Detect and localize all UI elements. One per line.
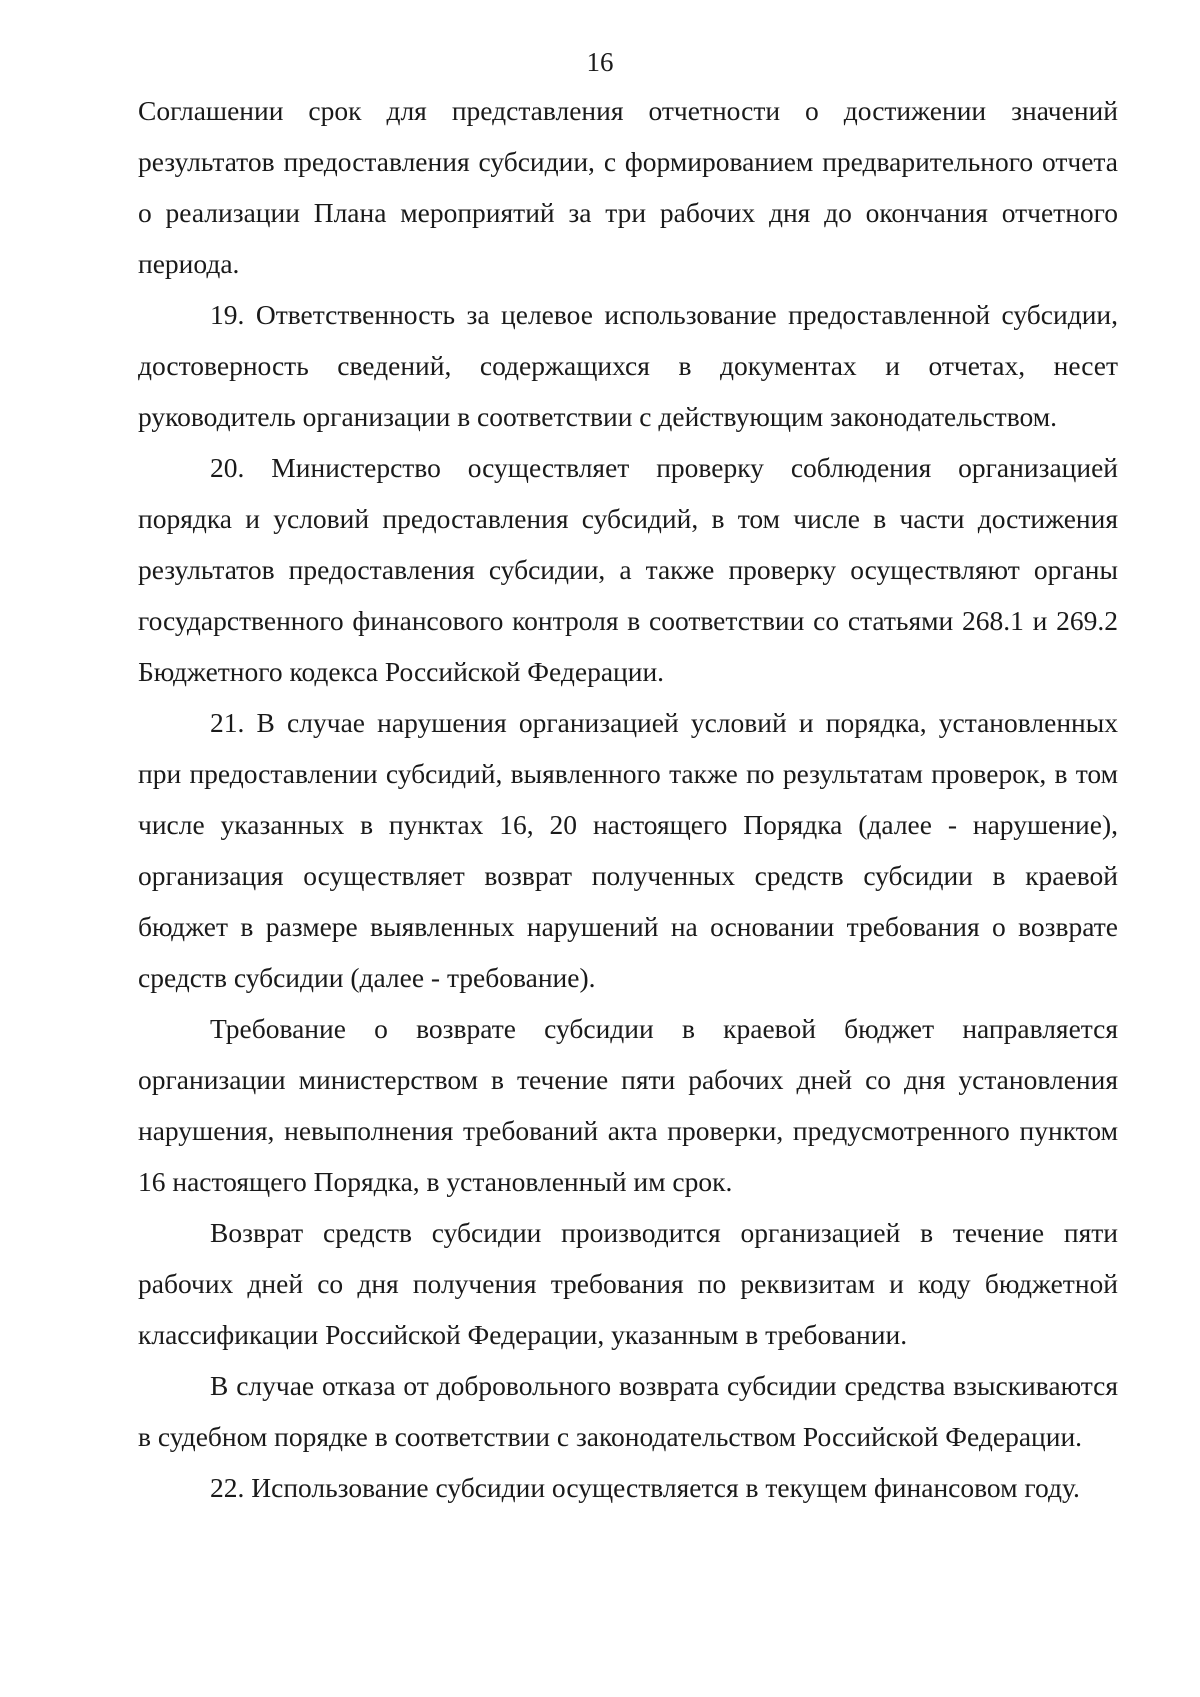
paragraph-21-demand: Требование о возврате субсидии в краевой бюджет направляется организации министерством в течение пяти рабочих дней со дня установления нарушения, невыполнения требований акта проверки, предусмотренного пунктом 16 настоящего Порядка, в установленный им срок. (138, 1013, 1118, 1197)
paragraph-21-refund: Возврат средств субсидии производится организацией в течение пяти рабочих дней со дня получения требования по реквизитам и коду бюджетной классификации Российской Федерации, указанным в требовании. (138, 1217, 1118, 1350)
paragraph-19: 19. Ответственность за целевое использование предоставленной субсидии, достоверность сведений, содержащихся в документах и отчетах, несет руководитель организации в соответствии с действующим законодательством. (138, 299, 1118, 432)
document-body (138, 85, 1118, 1513)
page-number: 16 (586, 47, 614, 77)
paragraph-continuation: Соглашении срок для представления отчетности о достижении значений результатов предоставления субсидии, с формированием предварительного отчета о реализации Плана мероприятий за три рабочих дня до окончания отчетного периода. (138, 95, 1118, 279)
paragraph-22: 22. Использование субсидии осуществляется в текущем финансовом году. (210, 1472, 1080, 1503)
paragraph-21: 21. В случае нарушения организацией условий и порядка, установленных при предоставлении субсидий, выявленного также по результатам проверок, в том числе указанных в пунктах 16, 20 настоящего Порядка (далее - нарушение), организация осуществляет возврат полученных средств субсидии в краевой бюджет в размере выявленных нарушений на основании требования о возврате средств субсидии (далее - требование). (138, 707, 1118, 993)
paragraph-20: 20. Министерство осуществляет проверку соблюдения организацией порядка и условий предоставления субсидий, в том числе в части достижения результатов предоставления субсидии, а также проверку осуществляют органы государственного финансового контроля в соответствии со статьями 268.1 и 269.2 Бюджетного кодекса Российской Федерации. (138, 452, 1118, 687)
paragraph-21-court: В случае отказа от добровольного возврата субсидии средства взыскиваются в судебном порядке в соответствии с законодательством Российской Федерации. (138, 1370, 1118, 1452)
